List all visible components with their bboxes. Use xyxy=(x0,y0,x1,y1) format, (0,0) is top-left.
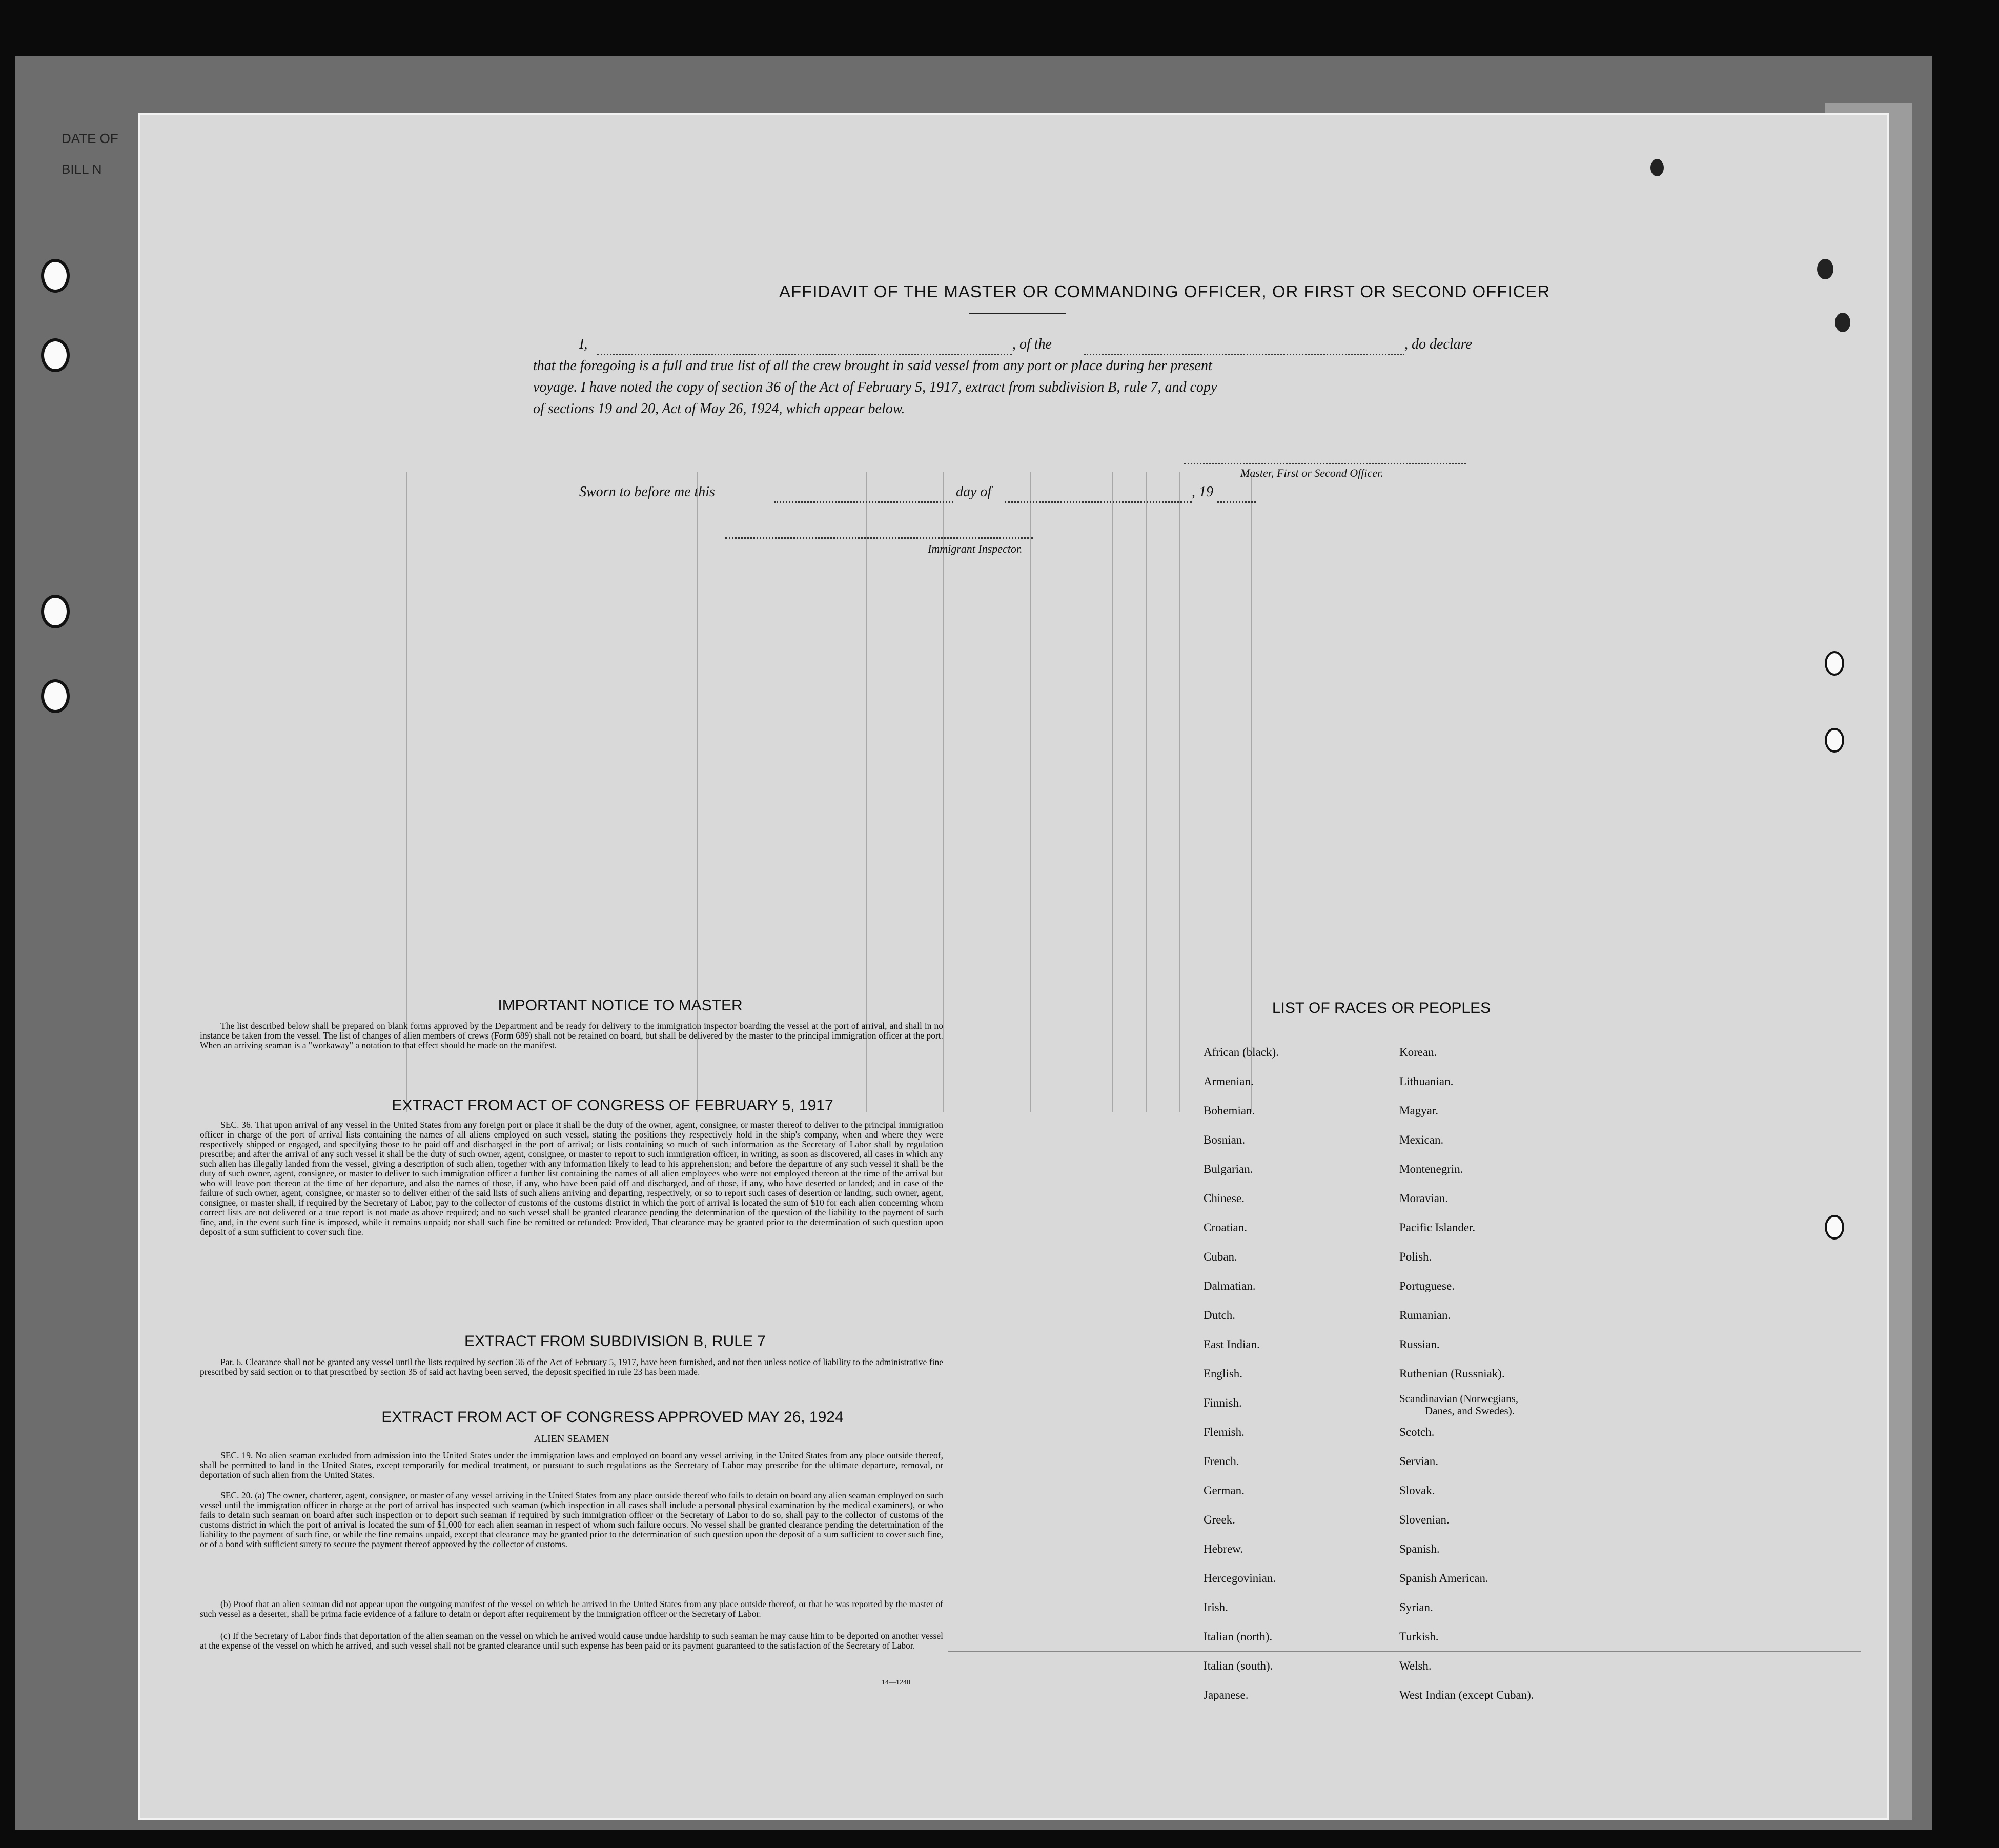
form-page xyxy=(138,113,1889,1820)
race-item: Cuban. xyxy=(1204,1250,1237,1263)
race-item: Spanish American. xyxy=(1399,1572,1488,1585)
race-item: Montenegrin. xyxy=(1399,1163,1463,1175)
binder-hole xyxy=(1825,651,1844,676)
race-item: Japanese. xyxy=(1204,1689,1249,1701)
race-item: French. xyxy=(1204,1455,1239,1468)
races-heading: LIST OF RACES OR PEOPLES xyxy=(1272,1000,1491,1017)
race-item: Hebrew. xyxy=(1204,1542,1243,1555)
race-item: Spanish. xyxy=(1399,1542,1440,1555)
punch-mark xyxy=(1817,259,1833,279)
race-item: Servian. xyxy=(1399,1455,1439,1468)
sec19-text: SEC. 19. No alien seaman excluded from admission into the United States under the immigration laws and employed on board any vessel arriving in the United States from any place outside thereof, shall be permitted to land in the United States, except temporarily for medical treatment, or pursuant to such regulations as the Secretary of Labor may prescribe for the ultimate departure, removal, or deportation of such alien from the United States. xyxy=(200,1450,943,1480)
race-item: Mexican. xyxy=(1399,1133,1444,1146)
bleed-line xyxy=(1030,472,1031,1112)
sec20b-text: (b) Proof that an alien seaman did not appear upon the outgoing manifest of the vessel on which he arrived in the United States from any place outside thereof, or that he was reported by the master of such vessel as a deserter, shall be prima facie evidence of a failure to detain or deport after requirement by the immigration officer or the Secretary of Labor. xyxy=(200,1599,943,1619)
notice-text: The list described below shall be prepared on blank forms approved by the Department and be ready for delivery to the immigration inspector boarding the vessel at the port of arrival, and shall in no instance be taken from the vessel. The list of changes of alien members of crews (Form 689) shall not be retained on board, but shall be delivered by the master to the principal immigration officer at the port. When an arriving seaman is a "workaway" a notation to that effect should be made on the manifest. xyxy=(200,1021,943,1050)
subdivision-heading: EXTRACT FROM SUBDIVISION B, RULE 7 xyxy=(464,1333,766,1350)
bleed-line xyxy=(866,472,867,1112)
race-item: Hercegovinian. xyxy=(1204,1572,1276,1585)
title-rule xyxy=(969,313,1066,314)
race-item: Syrian. xyxy=(1399,1601,1433,1614)
inspector-signature-label: Immigrant Inspector. xyxy=(928,542,1023,555)
affidavit-i: I, xyxy=(579,336,588,352)
alien-seamen-subheading: ALIEN SEAMEN xyxy=(534,1433,609,1445)
race-item: Croatian. xyxy=(1204,1221,1247,1234)
sworn-year-field[interactable] xyxy=(1217,501,1256,503)
race-item: Moravian. xyxy=(1399,1192,1449,1205)
race-item: Turkish. xyxy=(1399,1630,1439,1643)
binder-hole xyxy=(1825,1215,1844,1240)
affidavit-of-the: , of the xyxy=(1012,336,1052,352)
subdivision-text: Par. 6. Clearance shall not be granted any vessel until the lists required by section 36 of the Act of February 5, 1917, have been furnished, and not then unless notice of liability to the administrative fine prescribed by said section or to that prescribed by section 35 of said act having been served, the deposit specified in rule 23 has been made. xyxy=(200,1357,943,1377)
race-item: Bohemian. xyxy=(1204,1104,1255,1117)
master-signature-label: Master, First or Second Officer. xyxy=(1240,466,1383,479)
race-item: West Indian (except Cuban). xyxy=(1399,1689,1534,1701)
race-item: Chinese. xyxy=(1204,1192,1245,1205)
race-item: Russian. xyxy=(1399,1338,1440,1351)
extract-1917-text: SEC. 36. That upon arrival of any vessel in the United States from any foreign port or place it shall be the duty of the owner, agent, consignee, or master thereof to deliver to the principal immigration officer in charge of the port of arrival lists containing the names of all aliens employed on such vessel, stating the positions they respectively hold in the ship's company, when and where they were respectively shipped or engaged, and specifying those to be paid off and discharged in the port of arrival; or lists containing so much of such information as the Secretary of Labor shall by regulation prescribe; and after the arrival of any such vessel it shall be the duty of such owner, agent, consignee, or master to report to such immigration officer, in writing, as soon as discovered, all cases in which any such alien has illegally landed from the vessel, giving a description of such alien, together with any information likely to lead to his apprehension; and before the departure of any such vessel it shall be the duty of such owner, agent, consignee, or master to deliver to such immigration officer a further list containing the names of all alien employees who were not employed thereon at the time of the arrival but who will leave port thereon at the time of her departure, and also the names of those, if any, who have been paid off and discharged, and of those, if any, who have deserted or landed; and in case of the failure of such owner, agent, consignee, or master so to deliver either of the said lists of such aliens arriving and departing, respectively, or so to report such cases of desertion or landing, such owner, agent, consignee, or master shall, if required by the Secretary of Labor, pay to the collector of customs of the customs district in which the port of arrival is located the sum of $10 for each alien concerning whom correct lists are not delivered or a true report is not made as above required; and no such vessel shall be granted clearance pending the determination of the question of the liability to the payment of such fine, and, in the event such fine is imposed, while it remains unpaid; nor shall such fine be remitted or refunded: Provided, That clearance may be granted prior to the determination of such question upon deposit of a sum sufficient to cover such fine. xyxy=(200,1120,943,1237)
affidavit-line3: voyage. I have noted the copy of section 36 of the Act of February 5, 1917, extract from subdivision B, rule 7, and copy xyxy=(533,379,1217,395)
sec20a-text: SEC. 20. (a) The owner, charterer, agent, consignee, or master of any vessel arriving in the United States from any place outside thereof who fails to detain on board any alien seaman employed on such vessel until the immigration officer in charge at the port of arrival has inspected such seaman (which inspection in all cases shall include a personal physical examination by the medical examiners), or who fails to detain such seaman on board after such inspection or to deport such seaman if required by such immigration officer or the Secretary of Labor to do so, shall pay to the collector of customs of the customs district in which the port of arrival is located the sum of $1,000 for each alien seaman in respect of whom such failure occurs. No vessel shall be granted clearance pending the determination of the liability to the payment of such fine, or while the fine remains unpaid, except that clearance may be granted prior to the determination of such question upon the deposit of a sum sufficient to cover such fine, or of a bond with sufficient surety to secure the payment thereof approved by the collector of customs. xyxy=(200,1490,943,1549)
race-item: Finnish. xyxy=(1204,1396,1242,1409)
race-item: Dutch. xyxy=(1204,1309,1235,1322)
race-item: Flemish. xyxy=(1204,1426,1245,1438)
race-item: Armenian. xyxy=(1204,1075,1254,1088)
notice-heading: IMPORTANT NOTICE TO MASTER xyxy=(498,997,743,1014)
race-item: German. xyxy=(1204,1484,1245,1497)
affidavit-line4: of sections 19 and 20, Act of May 26, 1924, which appear below. xyxy=(533,401,905,417)
day-of-text: day of xyxy=(956,484,992,500)
master-signature-line[interactable] xyxy=(1184,463,1466,464)
binder-hole xyxy=(41,338,70,372)
extract-1917-heading: EXTRACT FROM ACT OF CONGRESS OF FEBRUARY 5, 1917 xyxy=(392,1097,833,1114)
bleed-line xyxy=(406,472,407,1112)
year-text: , 19 xyxy=(1192,484,1213,500)
race-item: African (black). xyxy=(1204,1046,1279,1059)
race-item: Bosnian. xyxy=(1204,1133,1246,1146)
race-item: Slovenian. xyxy=(1399,1513,1450,1526)
race-item: Korean. xyxy=(1399,1046,1437,1059)
sworn-text: Sworn to before me this xyxy=(579,484,715,500)
race-item: Irish. xyxy=(1204,1601,1228,1614)
binder-hole xyxy=(41,679,70,713)
margin-date-of: DATE OF xyxy=(62,131,118,146)
bleed-line xyxy=(1179,472,1180,1112)
punch-mark xyxy=(1835,313,1850,332)
race-item: Slovak. xyxy=(1399,1484,1435,1497)
race-item: Scotch. xyxy=(1399,1426,1435,1438)
race-item: Polish. xyxy=(1399,1250,1432,1263)
inspector-signature-line[interactable] xyxy=(725,537,1033,539)
bleed-line xyxy=(1112,472,1113,1112)
bleed-line xyxy=(697,472,698,1112)
race-item: Portuguese. xyxy=(1399,1280,1455,1292)
race-item: English. xyxy=(1204,1367,1243,1380)
race-item: East Indian. xyxy=(1204,1338,1260,1351)
race-item: Magyar. xyxy=(1399,1104,1439,1117)
race-item: Italian (south). xyxy=(1204,1659,1273,1672)
extract-1924-heading: EXTRACT FROM ACT OF CONGRESS APPROVED MAY 26, 1924 xyxy=(381,1409,844,1426)
race-item: Dalmatian. xyxy=(1204,1280,1256,1292)
race-item: Rumanian. xyxy=(1399,1309,1451,1322)
race-item: Lithuanian. xyxy=(1399,1075,1454,1088)
race-item: Bulgarian. xyxy=(1204,1163,1253,1175)
race-item: Welsh. xyxy=(1399,1659,1432,1672)
race-item: Italian (north). xyxy=(1204,1630,1273,1643)
bleed-line xyxy=(1146,472,1147,1112)
bleed-line xyxy=(943,472,944,1112)
race-item: Greek. xyxy=(1204,1513,1235,1526)
sec20c-text: (c) If the Secretary of Labor finds that deportation of the alien seaman on the vessel on which he arrived would cause undue hardship to such seaman he may cause him to be deported on another vessel at the expense of the vessel on which he arrived, and such vessel shall not be granted clearance until such expense has been paid or its payment guaranteed to the satisfaction of the Secretary of Labor. xyxy=(200,1631,943,1651)
page-edge-line xyxy=(948,1651,1861,1652)
punch-mark xyxy=(1650,159,1664,176)
affidavit-declare: , do declare xyxy=(1404,336,1472,352)
binder-hole xyxy=(41,595,70,628)
race-item: Scandinavian (Norwegians, xyxy=(1399,1392,1519,1405)
race-item: Danes, and Swedes). xyxy=(1425,1405,1515,1417)
race-item: Ruthenian (Russniak). xyxy=(1399,1367,1505,1380)
sworn-month-field[interactable] xyxy=(1005,501,1192,503)
affidavit-line2: that the foregoing is a full and true list of all the crew brought in said vessel from any port or place during her present xyxy=(533,358,1212,374)
binder-hole xyxy=(1825,728,1844,753)
sworn-day-field[interactable] xyxy=(774,501,953,503)
binder-hole xyxy=(41,259,70,293)
form-number: 14—1240 xyxy=(882,1679,910,1687)
race-item: Pacific Islander. xyxy=(1399,1221,1476,1234)
margin-bill-n: BILL N xyxy=(62,161,102,177)
affidavit-title: AFFIDAVIT OF THE MASTER OR COMMANDING OFFICER, OR FIRST OR SECOND OFFICER xyxy=(779,282,1551,301)
